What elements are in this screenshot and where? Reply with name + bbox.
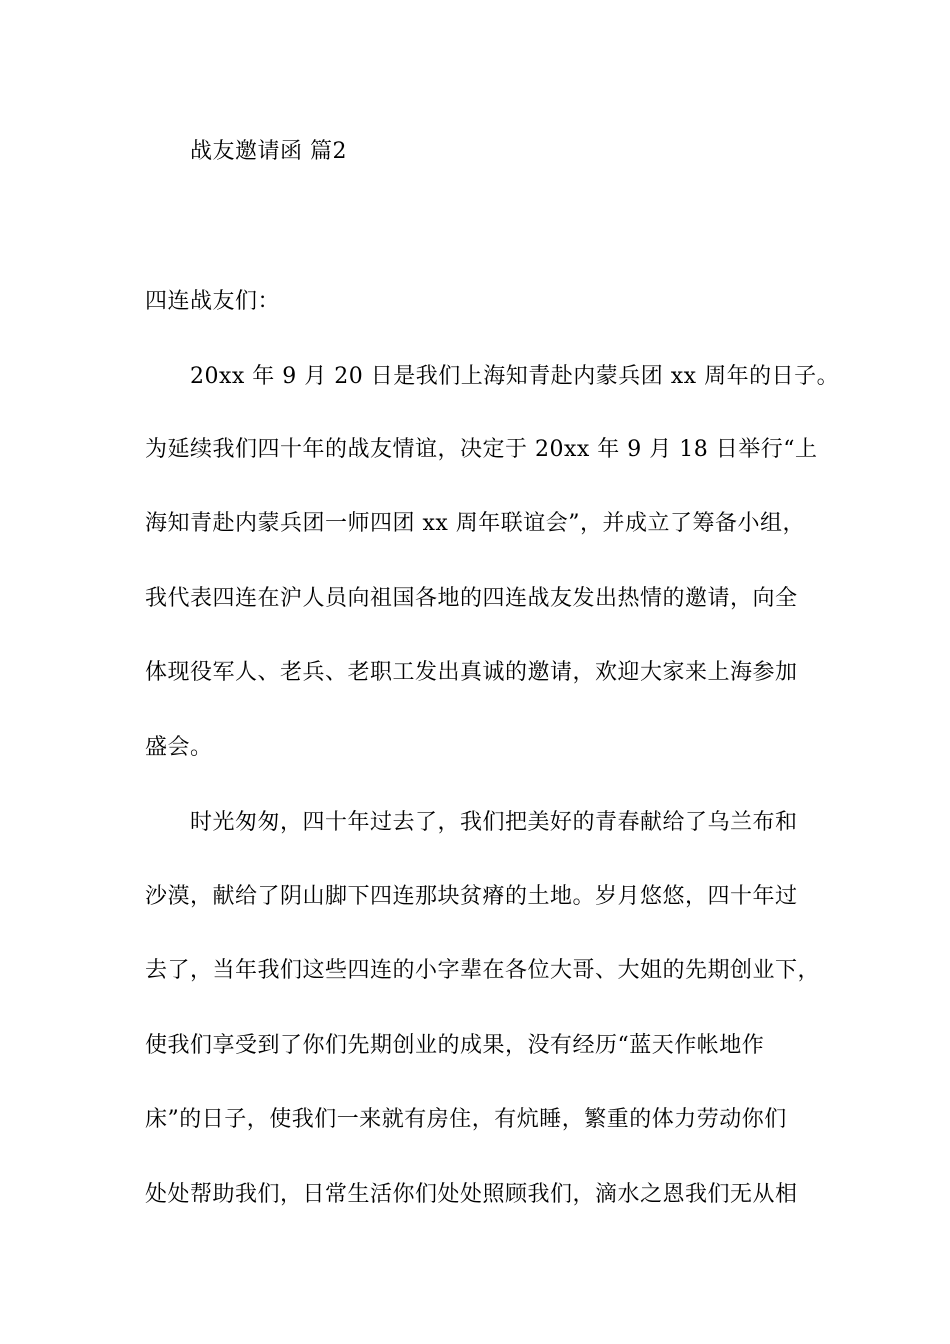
text-line: 20xx 年 9 月 20 日是我们上海知青赴内蒙兵团 xx 周年的日子。 <box>190 364 840 389</box>
text-line: 使我们享受到了你们先期创业的成果，没有经历“蓝天作帐地作 <box>145 1033 765 1058</box>
text-line: 沙漠，献给了阴山脚下四连那块贫瘠的土地。岁月悠悠，四十年过 <box>145 884 798 909</box>
text-line: 床”的日子，使我们一来就有房住，有炕睡，繁重的体力劳动你们 <box>145 1107 787 1132</box>
document-title: 战友邀请函 篇2 <box>190 139 347 164</box>
text-line: 时光匆匆，四十年过去了，我们把美好的青春献给了乌兰布和 <box>190 810 798 835</box>
text-line: 为延续我们四十年的战友情谊，决定于 20xx 年 9 月 18 日举行“上 <box>145 437 818 462</box>
text-line: 处处帮助我们，日常生活你们处处照顾我们，滴水之恩我们无从相 <box>145 1182 798 1207</box>
text-line: 海知青赴内蒙兵团一师四团 xx 周年联谊会”，并成立了筹备小组， <box>145 511 806 536</box>
text-line: 体现役军人、老兵、老职工发出真诚的邀请，欢迎大家来上海参加 <box>145 660 798 685</box>
text-line: 我代表四连在沪人员向祖国各地的四连战友发出热情的邀请，向全 <box>145 586 798 611</box>
salutation: 四连战友们： <box>145 289 281 314</box>
text-line: 去了，当年我们这些四连的小字辈在各位大哥、大姐的先期创业下， <box>145 958 821 983</box>
text-line: 盛会。 <box>145 735 213 760</box>
